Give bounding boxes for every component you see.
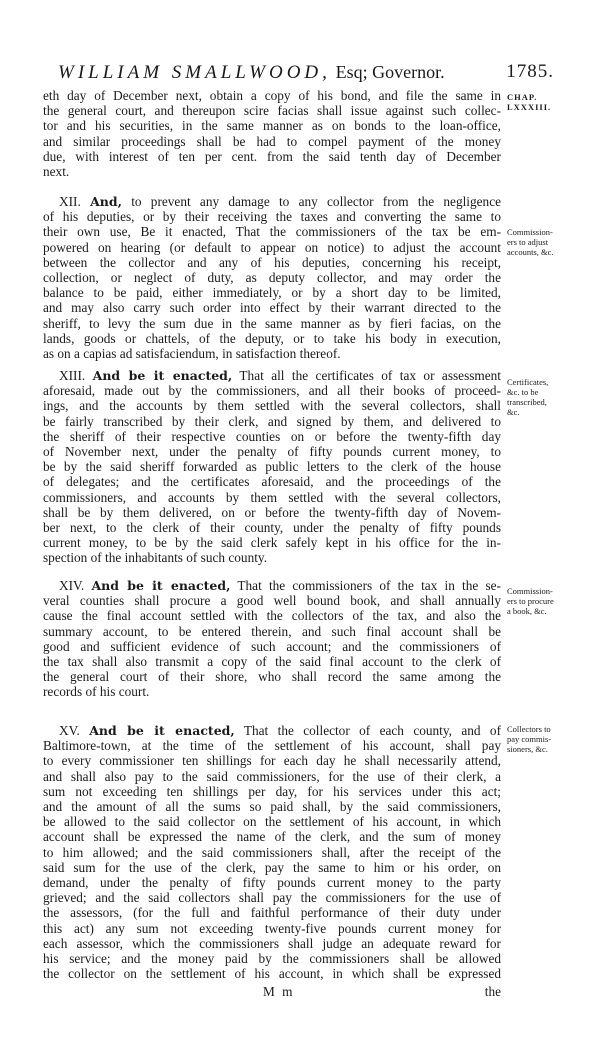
margin-line: &c. [507, 407, 520, 417]
text-line: this act) any sum not exceeding twenty-five pounds current money for [43, 920, 501, 936]
margin-line: Commission- [507, 586, 553, 596]
text-line: collection, or neglect of duty, as deputy collector, and may order the [43, 270, 501, 286]
text-line: ber next, to the clerk of their county, under the penalty of fifty pounds [43, 520, 501, 536]
text-line: his service; and the money paid by the commissioners shall be allowed [43, 951, 501, 967]
section-number: XIII. [59, 368, 86, 383]
blackletter-lead: And be it enacted, [89, 723, 235, 738]
text-line: as on a capias ad satisfaciendum, in satisfaction thereof. [43, 346, 341, 362]
text-line: of delegates; and the certificates aforesaid, and the proceedings of the [43, 474, 501, 490]
text-line: records of his court. [43, 684, 150, 700]
section-xiii [43, 368, 501, 566]
text-run: to prevent any damage to any collector from the negligence [121, 194, 501, 209]
margin-line: Commission- [507, 227, 553, 237]
text-line: and shall also pay to the said commissioners, for the use of their clerk, a [43, 768, 501, 784]
blackletter-lead: And be it enacted, [91, 578, 231, 593]
margin-line: &c. to be [507, 387, 539, 397]
text-line: the collector on the settlement of his account, in which shall be expressed [43, 966, 501, 982]
text-line: aforesaid, made out by the commissioners, and all their books of proceed- [43, 383, 501, 399]
margin-note-chapter [507, 92, 597, 112]
text-run: That the commissioners of the tax in the se- [230, 578, 501, 593]
margin-line: Certificates, [507, 377, 549, 387]
paragraph-continuation [43, 88, 501, 179]
margin-line: accounts, &c. [507, 247, 554, 257]
text-line [43, 194, 501, 209]
catchword: the [484, 984, 501, 999]
text-line: commissioners, and accounts by them settled with the several collectors, [43, 489, 501, 505]
text-line: sum not exceeding ten shillings per day, for his services under this act; [43, 783, 501, 799]
margin-line: transcribed, [507, 397, 547, 407]
text-line: Baltimore-town, at the time of the settlement of his account, shall pay [43, 738, 501, 754]
text-line [43, 368, 501, 383]
section-number: XII. [59, 194, 81, 209]
signature-mark: M m [263, 984, 295, 999]
margin-line: ers to procure [507, 596, 554, 606]
text-run: That the collector of each county, and of [234, 723, 502, 738]
text-line: account shall be expressed the name of the clerk, and the sum of money [43, 829, 501, 845]
text-line: shall be by them delivered, on or before the twenty-fifth day of Novem- [43, 504, 501, 520]
text-line: their own use, Be it enacted, That the commissioners of the tax be em- [43, 224, 501, 240]
chapter-number: LXXXIII. [507, 102, 552, 112]
margin-line: sioners, &c. [507, 744, 548, 754]
header-governor-name: WILLIAM SMALLWOOD, [58, 62, 331, 83]
text-line: and may also carry such order into effect by their warrant directed to the [43, 300, 501, 316]
margin-note-collectors-pay [507, 724, 597, 754]
margin-note-commissioners-adjust [507, 227, 597, 257]
text-line: sheriff, to levy the sum due in the same manner as by fieri facias, on the [43, 315, 501, 331]
text-line: eth day of December next, obtain a copy of his bond, and file the same in [43, 88, 501, 103]
text-line: between the collector and any of his deputies, concerning his receipt, [43, 254, 501, 270]
text-line: current money, to be by the said clerk safely kept in his office for the in- [43, 535, 501, 551]
text-line: to every commissioner ten shillings for each day he shall necessarily attend, [43, 753, 501, 769]
text-line: powered on hearing (or default to appear on notice) to adjust the account [43, 239, 501, 255]
margin-note-procure-book [507, 586, 597, 616]
text-line: be fairly transcribed by their clerk, and signed by them, and delivered to [43, 413, 501, 429]
text-line: due, with interest of ten per cent. from the said tenth day of December [43, 148, 501, 164]
text-line: cause the final account settled with the collectors of the tax, and also the [43, 608, 501, 624]
text-line: veral counties shall procure a good well bound book, and shall annually [43, 593, 501, 609]
text-line: each assessor, which the commissioners shall judge an adequate reward for [43, 935, 501, 951]
text-line [43, 578, 501, 593]
text-line: and similar proceedings shall be had to compel payment of the money [43, 133, 501, 149]
text-line: spection of the inhabitants of such county. [43, 550, 268, 566]
chapter-label: CHAP. [507, 92, 538, 102]
section-xiv [43, 578, 501, 700]
text-line: ings, and the accounts by them settled with the several collectors, shall [43, 398, 501, 414]
text-line: the sheriff of their respective counties on or before the twenty-fifth day [43, 428, 501, 444]
text-line: balance to be paid, either immediately, or by a short day to be limited, [43, 285, 501, 301]
section-number: XV. [59, 723, 80, 738]
text-line: of November next, under the penalty of fifty pounds current money, to [43, 444, 501, 460]
text-line: to him allowed; and the said commissioners shall, after the receipt of the [43, 844, 501, 860]
text-line: and the amount of all the sums so paid shall, by the said commissioners, [43, 799, 501, 815]
margin-line: a book, &c. [507, 606, 547, 616]
text-line: lands, goods or chattels, of the deputy, or to take his body in execution, [43, 330, 501, 346]
text-line: next. [43, 164, 70, 180]
text-line: be allowed to the said collector on the settlement of his account, in which [43, 814, 501, 830]
header-year: 1785. [506, 61, 554, 82]
text-run: That all the certificates of tax or assessment [232, 368, 502, 383]
blackletter-lead: And, [90, 194, 122, 209]
text-line: of his deputies, or by their receiving the taxes and converting the same to [43, 209, 501, 225]
text-line: the general court of their shore, who shall record the same among the [43, 669, 501, 685]
margin-note-certificates [507, 377, 597, 417]
text-line: the tax shall also transmit a copy of the said final account to the clerk of [43, 654, 501, 670]
section-xv [43, 723, 501, 981]
text-line: the general court, and thereupon scire facias shall issue against such collec- [43, 103, 501, 119]
blackletter-lead: And be it enacted, [92, 368, 233, 383]
page-footer [43, 984, 501, 1000]
text-line: the assessors, (for the full and faithful performance of their duty under [43, 905, 501, 921]
text-line: tor and his securities, in the same manner as on bonds to the loan-office, [43, 118, 501, 134]
margin-line: ers to adjust [507, 237, 549, 247]
text-line: be by the said sheriff forwarded as public letters to the clerk of the house [43, 459, 501, 475]
running-header [58, 60, 558, 84]
margin-line: pay commis- [507, 734, 552, 744]
header-title: Esq; Governor. [335, 62, 445, 82]
text-line: good and sufficient evidence of such account; and the commissioners of [43, 638, 501, 654]
text-line: summary account, to be entered therein, and such final account shall be [43, 623, 501, 639]
text-line [43, 723, 501, 738]
text-line: grieved; and the said collectors shall pay the commissioners for the use of [43, 890, 501, 906]
text-line: said sum for the use of the clerk, pay the same to him or his order, on [43, 859, 501, 875]
section-number: XIV. [59, 578, 85, 593]
section-xii [43, 194, 501, 361]
margin-line: Collectors to [507, 724, 551, 734]
text-line: demand, under the penalty of fifty pounds current money to the party [43, 875, 501, 891]
